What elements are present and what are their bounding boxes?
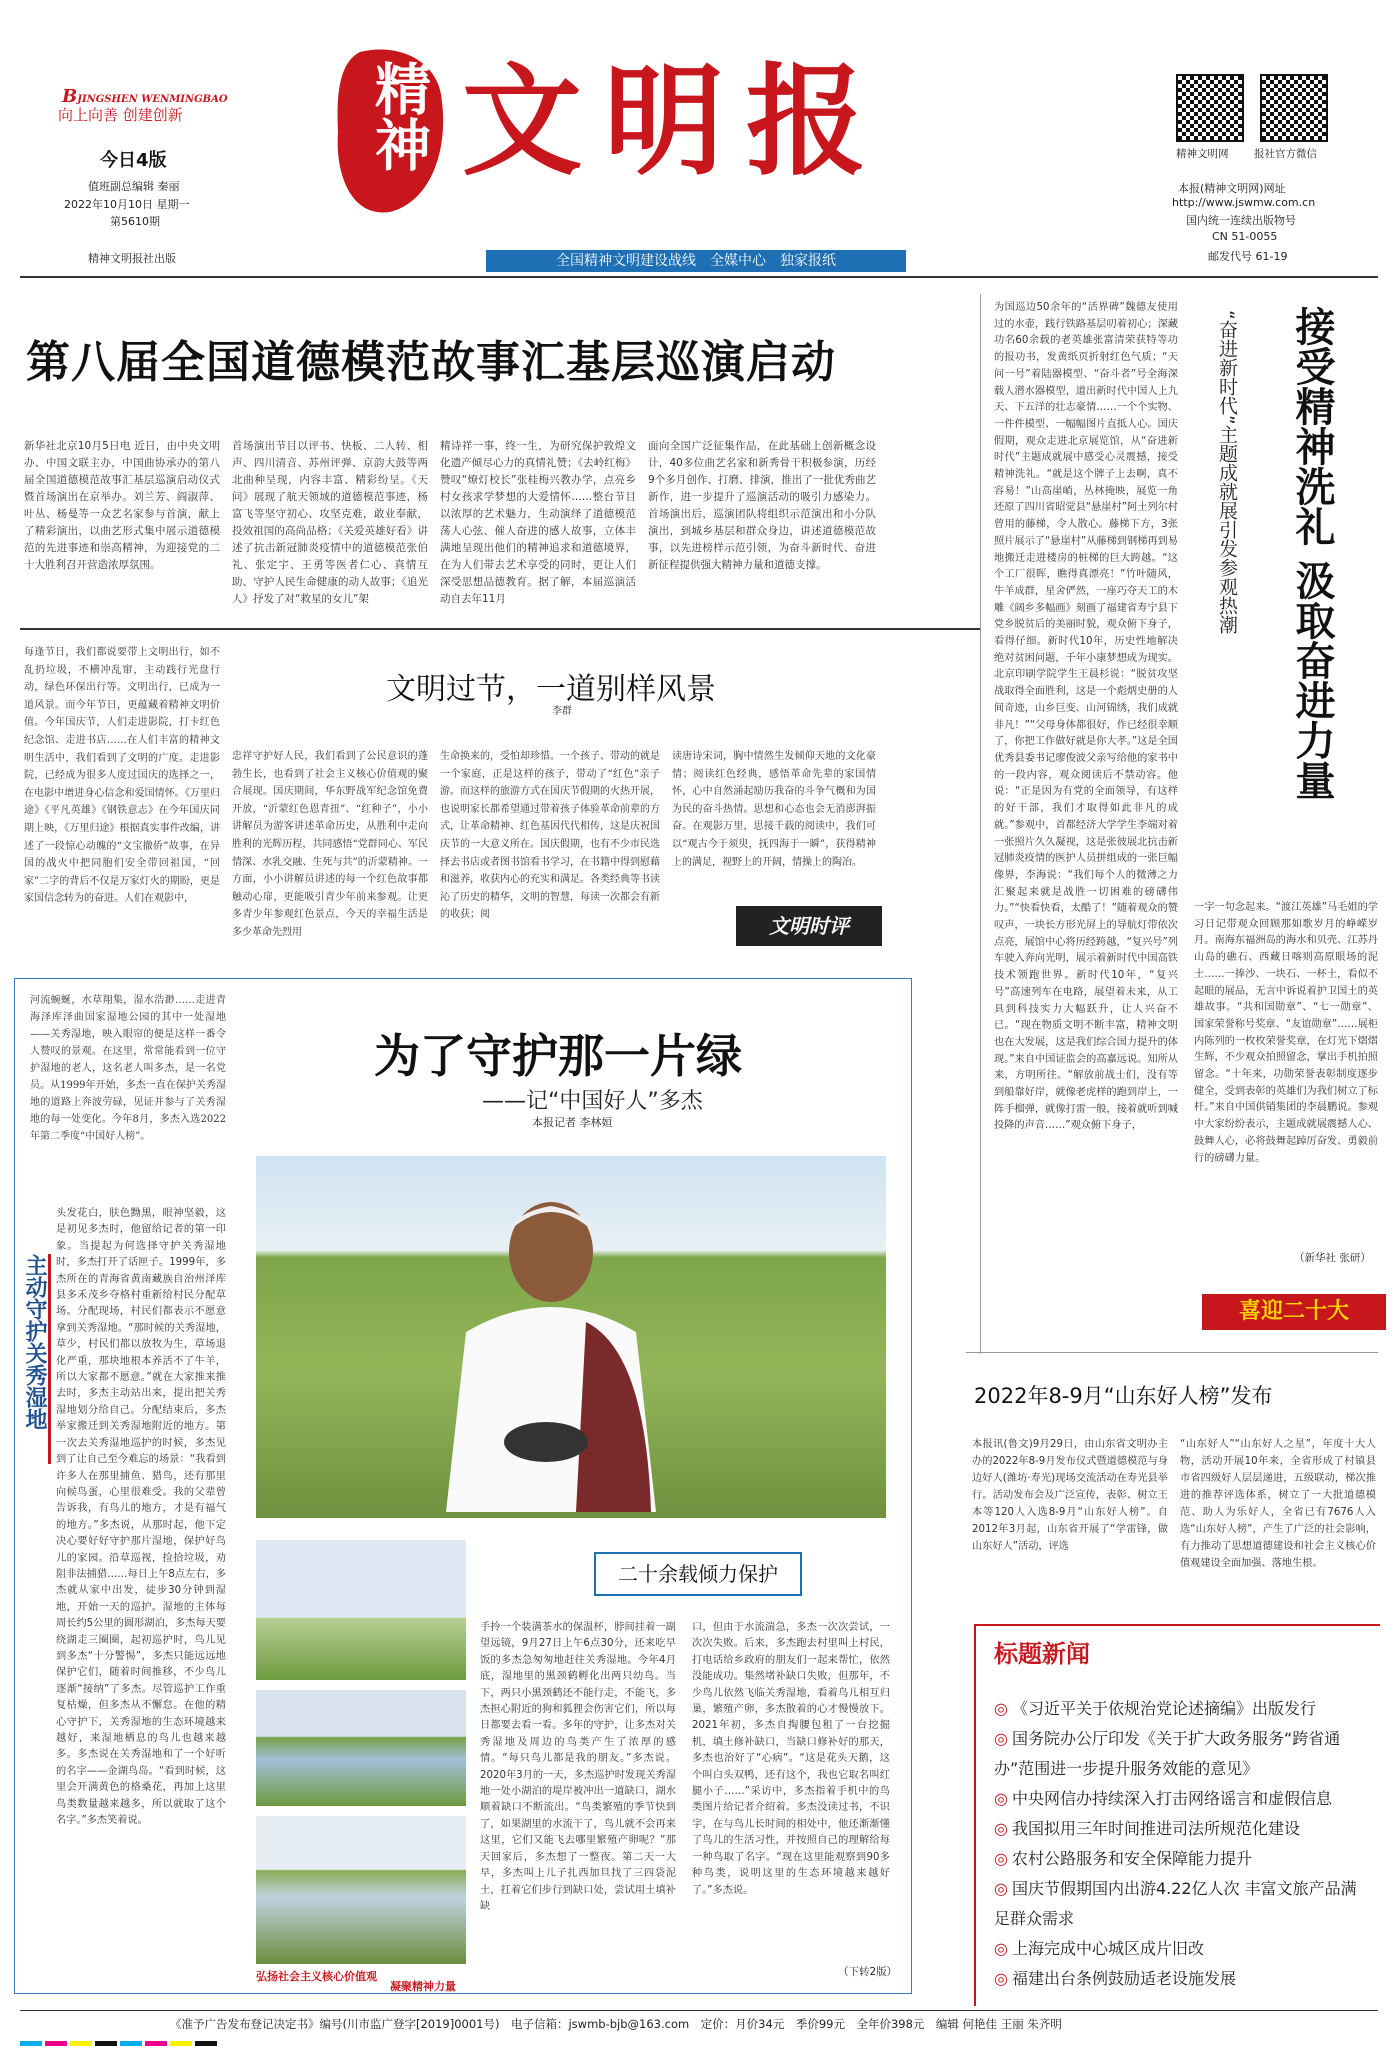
feature-main-photo (256, 1156, 886, 1518)
brand-en: BJINGSHEN WENMINGBAO (62, 86, 228, 107)
feature-side-title: 主动守护关秀湿地 (18, 1254, 51, 1464)
bullet-icon: ◎ (994, 1969, 1008, 1988)
qr-code-website[interactable] (1176, 74, 1244, 142)
commentary-headline: 文明过节，一道别样风景 (386, 672, 716, 707)
masthead (0, 0, 1398, 270)
site-url[interactable]: http://www.jswmw.com.cn (1172, 196, 1316, 209)
site-label: 本报(精神文明网)网址 (1178, 182, 1286, 195)
lead-col-3: 精诗祥一事，终一生，为研究保护敦煌文化遗产倾尽心力的真情礼赞；《去岭红梅》赞叹“燎灯校长”张桂梅兴教办学，点亮乡村女孩求学梦想的大爱情怀……整台节目以浓厚的艺术魅力，生动演绎了道德模范荡人心弦、催人奋进的感人故事，立体丰满地呈现出他们的精神追求和道德境界，在为人们带去艺术享受的同时，更让人们深受思想品德教育。据了解，本届巡演活动自去年11月 (440, 440, 636, 604)
feature-byline: 本报记者 李林姮 (532, 1116, 613, 1129)
lead-headline: 第八届全国道德模范故事汇基层巡演启动 (26, 337, 836, 388)
headline-news-item[interactable] (994, 1964, 1370, 1994)
headline-news-item-text: 上海完成中心城区成片旧改 (1011, 1939, 1204, 1958)
feature-intro: 河流蜿蜒，水草翔集，湿水浩渺……走进青海泽库泽曲国家湿地公园的其中一处湿地——关秀湿地，映入眼帘的便是这样一番令人赞叹的景观。在这里，常常能看到一位守护湿地的老人，这名老人叫多杰，是一名党员。从1999年开始，多杰一直在保护关秀湿地的道路上奔波劳碌，见证并参与了关秀湿地的每一处变化。今年8月，多杰入选2022年第二季度“中国好人榜”。 (30, 995, 226, 1142)
headline-news-item[interactable] (994, 1934, 1370, 1964)
commentary-col-2: 忠祥守护好人民，我们看到了公民意识的蓬勃生长，也看到了社会主义核心价值观的聚合展现。国庆期间，华东野战军纪念馆免费开放，“沂蒙红色恩青扭”、“红种子”，小小讲解员为游客讲述革命历史，从胜利中走向胜利的光辉历程，共同感悟“党群同心、军民情深、水乳交融、生死与共”的沂蒙精神。一方面，小小讲解员讲述的每一个红色故事都触动心扉，更能吸引青少年前来参观。让更多青少年参观红色景点，今天的幸福生活是多少革命先烈用 (232, 751, 428, 938)
headline-news-item-text: 《习近平关于依规治党论述摘编》出版发行 (1011, 1699, 1316, 1718)
headline-news-item[interactable] (994, 1724, 1370, 1784)
commentary-col-4: 读唐诗宋词，胸中情然生发倾仰天地的文化豪情；阅读红色经典，感悟革命先辈的家国情怀，心中自然涌起励历我奋的斗争气概和为国为民的奋斗热情。思想和心态也会无消澎湃振奋。在观影万里，思接千载的阅读中，我们可以“观古今于须臾，抚四海于一瞬”，获得精神上的满足，视野上的开阔，情操上的陶冶。 (672, 751, 876, 868)
feature-photo-wetland (256, 1816, 466, 1964)
masthead-divider (20, 276, 1378, 278)
color-registration-bar (20, 2036, 1380, 2046)
bullet-icon: ◎ (994, 1699, 1008, 1718)
edition-count: 今日4版 (100, 150, 167, 171)
bullet-icon: ◎ (994, 1789, 1008, 1808)
logo-title-text: 文明报 (462, 51, 888, 192)
cn-label: 国内统一连续出版物号 (1186, 214, 1296, 227)
headline-news-item-text: 国务院办公厅印发《关于扩大政务服务“跨省通办”范围进一步提升服务效能的意见》 (994, 1729, 1341, 1778)
shandong-divider (966, 1352, 1378, 1353)
headline-news-title: 标题新闻 (994, 1640, 1090, 1668)
headline-news-box (974, 1624, 1380, 2006)
qr-code-wechat[interactable] (1260, 74, 1328, 142)
feature-seal-line-1: 弘扬社会主义核心价值观 (256, 1970, 377, 1983)
footer-divider (20, 2010, 1378, 2011)
feature-subsection-text: 二十余载倾力保护 (618, 1562, 778, 1586)
logo-red-text: 精神 (366, 60, 432, 172)
headline-news-item-text: 福建出台条例鼓励适老设施发展 (1011, 1969, 1236, 1988)
right-story-credit: （新华社 张研） (1294, 1252, 1371, 1264)
shandong-col-2: “山东好人”“山东好人之星”，年度十大人物，活动开展10年来，全省形成了村镇县市省四级好人层层递进，五级联动，梯次推进的推荐评选体系，树立了一大批道德模范、助人为乐好人，全省已有7676人入选“山东好人榜”，产生了广泛的社会影响，有力推动了思想道德建设和社会主义核心价值观建设全面加强、落地生根。 (1180, 1439, 1376, 1569)
bullet-icon: ◎ (994, 1849, 1008, 1868)
feature-subsection (594, 1552, 802, 1596)
lead-col-4: 面向全国广泛征集作品，在此基础上创新概念设计，40多位曲艺名家和新秀骨干积极参演，历经9个多月创作、打磨、排演，推出了一批优秀曲艺新作，进一步提升了巡演活动的吸引力感染力。首场演出后，巡演团队将组织示范演出和小分队演出，到城乡基层和群众身边，讲述道德模范故事，以先进榜样示范引领，为奋斗新时代、奋进新征程提供强大精神力量和道德支撑。 (648, 440, 876, 571)
feature-headline: 为了守护那一片绿 (374, 1029, 742, 1083)
bullet-icon: ◎ (994, 1729, 1008, 1748)
bullet-icon: ◎ (994, 1879, 1008, 1898)
feature-photo-lake (256, 1690, 466, 1806)
bullet-icon: ◎ (994, 1939, 1008, 1958)
badge-20th-congress-text: 喜迎二十大 (1238, 1299, 1349, 1324)
headline-news-item-text: 国庆节假期国内出游4.22亿人次 丰富文旅产品满足群众需求 (994, 1879, 1357, 1928)
headline-news-item[interactable] (994, 1694, 1370, 1724)
qr-code-website-label: 精神文明网 (1176, 148, 1229, 160)
commentary-col-1: 每逢节日，我们都说要带上文明出行，如不乱扔垃圾，不横冲乱窜，主动践行光盘行动，绿色环保出行等。文明出行，已成为一道风景。而今年节日，更蕴藏着精神文明价值。今年国庆节，人们走进影院，打卡红色纪念馆、走进书店……在人们丰富的精神文明生活中，我们看到了文明的广度。走进影院，已经成为很多人度过国庆的选择之一，在电影中增进身心信念和爱国情怀。《万里归途》《平凡英雄》《钢铁意志》在今年国庆同期上映，《万里归途》根据真实事件改编，讲述了一段惊心动魄的“文宝撤侨”故事，在异国的战火中把同胞们安全带回祖国，“回家”二字的背后不仅是万家灯火的期盼，更是家国信念转为的奋进。人们在观影中， (24, 647, 220, 905)
cn-number: CN 51-0055 (1212, 230, 1278, 243)
headline-news-item-text: 我国拟用三年时间推进司法所规范化建设 (1011, 1819, 1300, 1838)
feature-photo-birds (256, 1540, 466, 1680)
right-story-headline: 接受精神洗礼 汲取奋进力量 (1289, 306, 1335, 800)
feature-col-left: 头发花白，肤色黝黑，眼神坚毅，这是初见多杰时，他留给记者的第一印象。当提起为何选择守护关秀湿地时，多杰打开了话匣子。1999年，多杰所在的青海省黄南藏族自治州泽库县多禾茂乡夺格村重新给村民分配草场。分配现场，村民们都表示不愿意拿到关秀湿地。“那时候的关秀湿地，草少，村民们都以放牧为生，草场退化严重，那块地根本养活不了牛羊，所以大家都不愿意。”就在大家推来推去时，多杰主动站出来，提出把关秀湿地划分给自己。分配结束后，多杰举家搬迁到关秀湿地附近的地方。第一次去关秀湿地巡护的时候，多杰见到了让自己至今难忘的场景：“我看到许多人在那里捕鱼、猎鸟，还有那里向候鸟蛋，心里很难受。我的父辈曾告诉我，有鸟儿的地方，才是有福气的地方。”多杰说，从那时起，他下定决心要好好守护那片湿地，保护好鸟儿的家园。沿草巡视，捡拾垃圾，劝阻非法捕猎……每日上午8点左右，多杰就从家中出发，徒步30分钟到湿地，开始一天的巡护。湿地的主体每周长约5公里的圆形湖泊，多杰每天要绕湖走三圈圈，起初巡护时，鸟儿见到多杰“十分警惕”，多杰只能远远地保护它们，随着时间推移，不少鸟儿逐渐“接纳”了多杰。尽管巡护工作重复枯燥，但多杰从不懈怠。在他的精心守护下，关秀湿地的生态环境越来越好，来湿地栖息的鸟儿也越来越多。多杰说在关秀湿地和了一个好听的名字——金湖鸟岛。“看到时候，这里会开满黄色的格桑花，再加上这里鸟类数量越来越多，所以就取了这个名字。”多杰笑着说。 (56, 1208, 226, 1827)
lead-col-2: 首场演出节目以评书、快板、二人转、相声、四川清音、苏州评弹、京韵大鼓等两北曲种呈现，内容丰富、精彩纷呈。《天问》展现了航天领域的道德模范事迹，杨富飞等坚守初心、攻坚克难，敢业奉献，投效祖国的高尚品格；《关爱英雄好看》讲述了抗击新冠肺炎疫情中的道德模范张伯礼、张定宇、王勇等医者仁心、真情互助、守护人民生命健康的动人故事；《追光人》抒发了对“救星的女儿”架 (232, 440, 428, 604)
right-story-col-2: 一字一句念起来。“渡江英雄”马毛姐的学习日记带观众回顾那如歌岁月的峥嵘岁月。南海东福洲岛的海水和贝壳、江苏丹山岛的礁石、西藏日喀则高原眼场的泥土……一捧沙、一块石、一杯土，看似不起眼的展品，无言中诉说着护卫国土的英雄故事。“共和国勋章”、“七一勋章”、国家荣誉称号奖章、“友谊勋章”……展柜内陈列的一枚枚荣誉奖章，在灯光下熠熠生辉，不少观众拍照留念，掌出手机拍照留念。“十年来，功勋荣誉表彰制度逐步健全，受到表彰的英雄们为我们树立了标杆。”来自中国供销集团的李晨鹏说。参观中大家纷纷表示，主题成就展震撼人心、鼓舞人心，必将鼓舞起踔厉奋发、勇毅前行的磅礴力量。 (1194, 902, 1378, 1164)
right-story-subhead: “奋进新时代”主题成就展引发参观热潮 (1216, 310, 1238, 634)
issue-date: 2022年10月10日 星期一 (64, 198, 190, 211)
shandong-headline: 2022年8-9月“山东好人榜”发布 (974, 1384, 1273, 1408)
footer-text: 《准予广告发布登记决定书》编号(川市监广登字[2019]0001号) 电子信箱：jswmb-bjb@163.com 定价：月价34元 季价99元 全年价398元 编辑 何艳佳 王丽 朱齐明 (170, 2017, 1062, 2031)
commentary-badge (736, 906, 882, 946)
headline-news-item[interactable] (994, 1844, 1370, 1874)
post-code: 邮发代号 61-19 (1208, 250, 1288, 263)
right-column-divider (980, 294, 981, 1354)
qr-code-wechat-label: 报社官方微信 (1254, 148, 1317, 160)
headline-news-item-text: 农村公路服务和安全保障能力提升 (1011, 1849, 1252, 1868)
photo-person (436, 1192, 666, 1512)
feature-seal-line-2: 凝聚精神力量 (390, 1980, 456, 1993)
feature-subhead: ——记“中国好人”多杰 (482, 1089, 703, 1114)
feature-continued: （下转2版） (838, 1966, 898, 1978)
issue-number: 第5610期 (110, 215, 160, 228)
publisher: 精神文明报社出版 (88, 252, 176, 265)
headline-news-list (994, 1694, 1370, 1994)
feature-col-right: 口，但由于水流湍急，多杰一次次尝试，一次次失败。后来，多杰跑去村里叫上村民，打电话给乡政府的朋友们一起来帮忙，依然没能成功。集然堵补缺口失败，但那年，不少鸟儿依然飞临关秀湿地，看着鸟儿相互归巢，繁殖产卵，多杰散着的心才慢慢放下。2021年初，多杰自掏腰包租了一台挖掘机，填土修补缺口，当缺口修补好的那天，多杰也治好了“心病”。“这是花头天鹅，这个叫白头双鸭，还有这个，我也它取名叫红腿小子……”采访中，多杰指着手机中的鸟类图片给记者介绍着。多杰没读过书，不识字，在与鸟儿长时间的相处中，他还渐渐懂了鸟儿的生活习性，并按照自己的理解给每一种鸟取了名字。“现在这里能观察到90多种鸟类，说明这里的生态环境越来越好了。”多杰说。 (692, 1622, 890, 1896)
bullet-icon: ◎ (994, 1819, 1008, 1838)
commentary-badge-text: 文明时评 (769, 914, 849, 938)
logo-red-seal (330, 42, 450, 218)
commentary-author: 李群 (552, 706, 572, 717)
lead-col-1: 新华社北京10月5日电 近日，由中央文明办、中国文联主办，中国曲协承办的第八届全国道德模范故事汇基层巡演启动仪式暨首场演出在京举办。刘兰芳、阎淑萍、叶丛、杨曼等一众艺名家参与首演，献上了精彩演出，以曲艺形式集中展示道德模范的先进事迹和崇高精神，为迎接党的二十大胜利召开营造浓厚氛围。 (24, 440, 220, 571)
duty-editor: 值班副总编辑 秦丽 (88, 180, 180, 193)
headline-news-item[interactable] (994, 1874, 1370, 1934)
right-story-col-1: 为国巡边50余年的“活界碑”魏德友使用过的水壶，践行铁路基层叨着初心；深藏功名60余载的老英雄张富清荣获特等功的报功书，发黄纸页折射红色气质；“天问一号”着陆器模型、“奋斗者”号全海深载人潜水器模型，道出新时代中国人上九天、下五洋的壮志豪情……一个个实物、一件件模型、一幅幅图片直抵人心。国庆假期，观众走进北京展览馆，从“奋进新时代”主题成就展中感受心灵震撼，接受精神洗礼。“就是这个牌子上去啊，真不容易！”山高崖峭，丛林掩映，展览一角还原了四川省昭觉县“悬崖村”阿土列尔村曾用的藤梯，令人散心。藤梯下方，3张照片展示了“悬崖村”从藤梯到钢梯再到易地搬迁走进楼房的桩梯的巨大跨越。“这个工厂很晖，瞧得真漂亮！”竹叶随风，牛羊成群，星舍俨然，一座巧夺天工的木雕《阔乡多幅画》刻画了福建省寿宁县下党乡脱贫后的美丽时貌，观众俯下身子，看得仔细。新时代10年，历史性地解决绝对贫困问题，千年小康梦想成为现实。北京印刷学院学生王晨杉说：“脱贫攻坚战取得全面胜利，这是一个彪炳史册的人间奇迹，山乡巨变、山河锦绣，我们成就非凡！”“父母身体都很好，作已经很幸顺了，你把工作做好就是你大孝。”这是全国优秀县委书记廖俊波父亲写给他的家书中的一段内容，观众阅读后不禁动容。他说：“正是因为有党的全面领导，有这样的好干部，我们才取得如此非凡的成就。”参观中，首都经济大学学生李端对着一张照片久久凝视，这是张彼展北抗击新冠肺炎疫情的医护人员拼组成的一张巨幅像界，李海说：“我们每个人的微薄之力汇聚起来就是战胜一切困难的磅礴伟力。”“快看快看，太酷了！”随着观众的赞叹声，一块长方形光屏上的导航灯带依次点亮，展馆中心将历经跨越，“复兴号”列车驶入奔向光明，展示着新时代中国高铁技术领跑世界。新时代10年，“复兴号”高速列车在电路，展望着未来，从工具到科技实力大幅跃升，让人兴奋不已。“现在物质文明不断丰富，精神文明也在大发展，这是我们综合国力提升的体现。”来自中国证监会的高嘉远说。知所从来，方明所往。“解放前战士们，没有等到船靠好岸，就像老虎样的跑到岸上，一阵手榴弹，就像打雷一般，接着就听到喊投降的声音……”观众俯下身子， (994, 302, 1178, 1132)
headline-news-item-text: 中央网信办持续深入打击网络谣言和虚假信息 (1011, 1789, 1332, 1808)
headline-news-item[interactable] (994, 1814, 1370, 1844)
feature-col-mid: 手拎一个装满茶水的保温杯，脖间挂着一副望远镜，9月27日上午6点30分，还来吃早饭的多杰急匆匆地赶往关秀湿地。今年4月底，湿地里的黑颈鹤孵化出两只幼鸟。当下，两只小黑颈鹤还不能行走，不能飞，多杰担心附近的狗和狐狸会伤害它们，所以每日都要去看一看。多年的守护，让多杰对关秀湿地及周边的鸟类产生了浓厚的感情。“每只鸟儿都是我的朋友。”多杰说。2020年3月的一天，多杰巡护时发现关秀湿地一处小湖泊的堤岸被冲出一道缺口，湖水顺着缺口不断流出。“鸟类繁殖的季节快到了，如果湖里的水流干了，鸟儿就不会再来这里，它们又能飞去哪里繁殖产卵呢？”那天回家后，多杰想了一整夜。第二天一大早，多杰叫上儿子扎西加旦找了三四袋泥土，扛着它们步行到缺口处，尝试用土填补缺 (480, 1622, 676, 1912)
lead-divider (20, 628, 980, 630)
badge-20th-congress (1202, 1294, 1386, 1330)
shandong-col-1: 本报讯(鲁文)9月29日，由山东省文明办主办的2022年8-9月发布仪式暨道德模范与身边好人(潍坊·寿光)现场交流活动在寿光县举行。活动发布会及广泛宣传，表彰、树立王本等120人入选8-9月“山东好人榜”。自2012年3月起，山东省开展了“学雷锋，做山东好人”活动，评选 (972, 1439, 1168, 1552)
slogan: 向上向善 创建创新 (58, 106, 183, 124)
commentary-col-3: 生命换来的，受怕却珍惜。一个孩子、带动的就是一个家庭，正是这样的孩子，带动了“红色”亲子游。而这样的旅游方式在国庆节假期的火热开展，也说明家长都希望通过带着孩子体验革命前辈的方式，让革命精神、红色基因代代相传，这是庆祝国庆节的一大意义所在。国庆假期，也有不少市民选择去书店或者图书馆看书学习，在书籍中得到慰藉和滋养，收获内心的充实和满足。各类经典等书读沁了历史的精华，文明的智慧，每读一次都会有新的收获；阅 (440, 751, 660, 921)
headline-news-item[interactable] (994, 1784, 1370, 1814)
masthead-blue-bar: 全国精神文明建设战线 全媒中心 独家报纸 (486, 250, 906, 272)
